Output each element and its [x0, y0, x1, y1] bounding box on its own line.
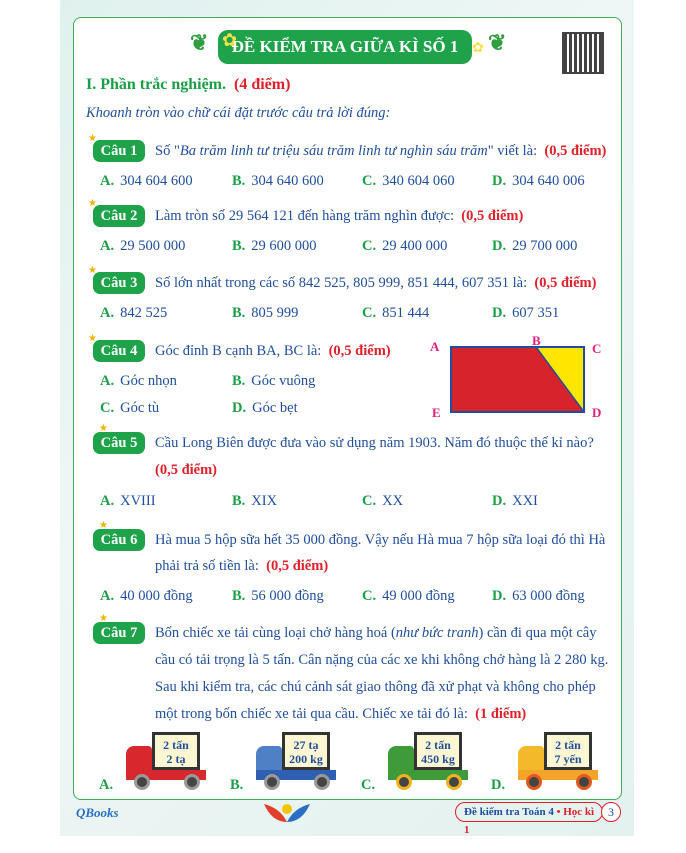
vertex-label: D	[592, 405, 602, 420]
star-icon: ★	[99, 423, 108, 434]
option-b[interactable]: B. 304 640 600	[232, 173, 324, 189]
option-b[interactable]: B. 29 600 000	[232, 238, 317, 254]
star-icon: ★	[88, 198, 97, 209]
question-text: một trong bốn chiếc xe tải qua cầu. Chiếc xe tải đó là: (1 điểm)	[155, 706, 527, 722]
geometry-figure	[430, 333, 610, 428]
question-label: Câu 3	[93, 272, 145, 294]
truck-d[interactable]: 2 tấn 7 yến	[514, 732, 598, 790]
truck-c[interactable]: 2 tấn 450 kg	[384, 732, 468, 790]
section-heading: I. Phần trắc nghiệm. (4 điểm)	[86, 76, 291, 93]
vertex-label: C	[592, 341, 602, 356]
option-a[interactable]: A. 842 525	[100, 305, 168, 321]
option-c[interactable]: C. 49 000 đồng	[362, 588, 455, 604]
option-a[interactable]: A. XVIII	[100, 493, 156, 509]
flower-icon: ✿	[472, 41, 484, 56]
option-d[interactable]: D. 29 700 000	[492, 238, 578, 254]
option-d[interactable]: D. 63 000 đồng	[492, 588, 585, 604]
star-icon: ★	[88, 333, 97, 344]
question-text: Số lớn nhất trong các số 842 525, 805 999, 851 444, 607 351 là: (0,5 điểm)	[155, 275, 597, 291]
option-d[interactable]: D. Góc bẹt	[232, 400, 298, 416]
option-c[interactable]: C. 29 400 000	[362, 238, 448, 254]
option-d[interactable]: D. 607 351	[492, 305, 560, 321]
option-d[interactable]: D. XXI	[492, 493, 538, 509]
wings-logo	[262, 800, 312, 833]
question-label: Câu 7	[93, 622, 145, 644]
question-text: cầu có tải trọng là 5 tấn. Cân nặng của các xe khi không chở hàng là 2 280 kg.	[155, 652, 609, 668]
question-text: Số "Ba trăm linh tư triệu sáu trăm linh tư nghìn sáu trăm" viết là: (0,5 điểm)	[155, 143, 607, 159]
question-label: Câu 1	[93, 140, 145, 162]
question-label: Câu 6	[93, 529, 145, 551]
option-a-label[interactable]: A.	[99, 777, 114, 793]
truck-a[interactable]: 2 tấn 2 tạ	[122, 732, 206, 790]
option-d-label[interactable]: D.	[491, 777, 506, 793]
leaf-left-icon: ❦	[190, 30, 209, 55]
option-b-label[interactable]: B.	[230, 777, 244, 793]
truck-b[interactable]: 27 tạ 200 kg	[252, 732, 336, 790]
question-points: (0,5 điểm)	[155, 462, 218, 478]
question-text: Làm tròn số 29 564 121 đến hàng trăm nghìn được: (0,5 điểm)	[155, 208, 524, 224]
option-b[interactable]: B. 56 000 đồng	[232, 588, 324, 604]
star-icon: ★	[88, 265, 97, 276]
question-text: Sau khi kiểm tra, các chú cảnh sát giao thông đã xử phạt và không cho phép	[155, 679, 596, 695]
option-c[interactable]: C. XX	[362, 493, 404, 509]
qr-code[interactable]	[562, 32, 604, 74]
option-c-label[interactable]: C.	[361, 777, 376, 793]
option-b[interactable]: B. XIX	[232, 493, 278, 509]
question-text: phải trả số tiền là: (0,5 điểm)	[155, 558, 329, 574]
question-label: Câu 2	[93, 205, 145, 227]
option-c[interactable]: C. 851 444	[362, 305, 430, 321]
option-a[interactable]: A. 29 500 000	[100, 238, 186, 254]
footer-book-title: Đề kiểm tra Toán 4 • Học kì 1	[455, 802, 603, 822]
option-c[interactable]: C. Góc tù	[100, 400, 160, 416]
option-a[interactable]: A. Góc nhọn	[100, 373, 177, 389]
publisher-logo: QBooks	[76, 805, 119, 820]
vertex-label: E	[432, 405, 441, 420]
question-label: Câu 4	[93, 340, 145, 362]
question-text: Góc đỉnh B cạnh BA, BC là: (0,5 điểm)	[155, 343, 391, 359]
flower-icon: ✿	[222, 30, 238, 50]
star-icon: ★	[99, 520, 108, 531]
option-a[interactable]: A. 304 604 600	[100, 173, 193, 189]
star-icon: ★	[99, 613, 108, 624]
option-a[interactable]: A. 40 000 đồng	[100, 588, 193, 604]
option-b[interactable]: B. Góc vuông	[232, 373, 316, 389]
page-title: ĐỀ KIỂM TRA GIỮA KÌ SỐ 1	[218, 30, 472, 64]
star-icon: ★	[88, 133, 97, 144]
option-b[interactable]: B. 805 999	[232, 305, 299, 321]
page-number: 3	[601, 802, 621, 822]
option-d[interactable]: D. 304 640 006	[492, 173, 585, 189]
leaf-right-icon: ❦	[488, 30, 507, 55]
question-text: Cầu Long Biên được đưa vào sử dụng năm 1903. Năm đó thuộc thế kỉ nào?	[155, 435, 594, 451]
vertex-label: A	[430, 339, 440, 354]
question-text: Bốn chiếc xe tải cùng loại chở hàng hoá (như bức tranh) cần đi qua một cây	[155, 625, 597, 641]
vertex-label: B	[532, 333, 541, 348]
instruction: Khoanh tròn vào chữ cái đặt trước câu trả lời đúng:	[86, 105, 391, 121]
option-c[interactable]: C. 340 604 060	[362, 173, 455, 189]
question-label: Câu 5	[93, 432, 145, 454]
question-text: Hà mua 5 hộp sữa hết 35 000 đồng. Vậy nếu Hà mua 7 hộp sữa loại đó thì Hà	[155, 532, 606, 548]
